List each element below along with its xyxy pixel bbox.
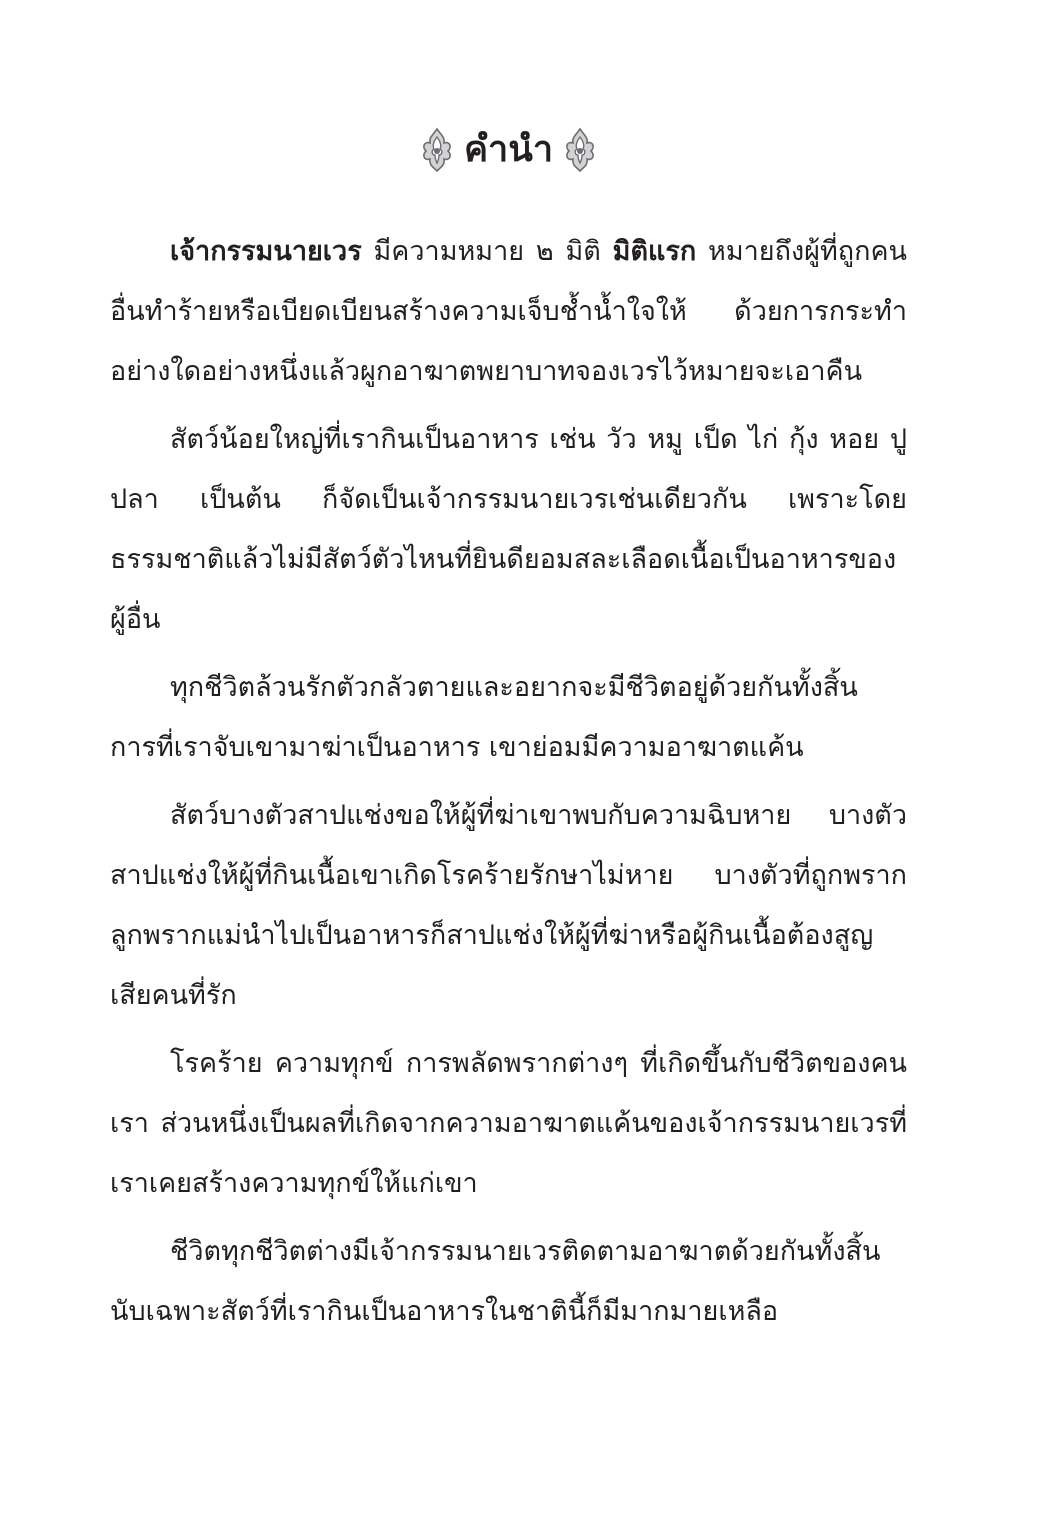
paragraph-6: ชีวิตทุกชีวิตต่างมีเจ้ากรรมนายเวรติดตามอาฆาตด้วยกันทั้งสิ้น นับเฉพาะสัตว์ที่เรากินเป็นอาหารในชาตินี้ก็มีมากมายเหลือ — [110, 1236, 881, 1327]
paragraph-3: ทุกชีวิตล้วนรักตัวกลัวตายและอยากจะมีชีวิตอยู่ด้วยกันทั้งสิ้น การที่เราจับเขามาฆ่าเป็นอาหาร เขาย่อมมีความอาฆาตแค้น — [110, 672, 858, 763]
paragraph-2: สัตว์น้อยใหญ่ที่เรากินเป็นอาหาร เช่น วัว หมู เป็ด ไก่ กุ้ง หอย ปู ปลา เป็นต้น ก็จัดเป็นเจ้ากรรมนายเวรเช่นเดียวกัน เพราะโดยธรรมชาติแล้วไม่มีสัตว์ตัวไหนที่ยินดียอมสละเลือดเนื้อเป็นอาหารของผู้อื่น — [110, 424, 907, 635]
book-page — [110, 0, 907, 1528]
page-title: คำนำ — [463, 129, 554, 170]
thai-kanok-ornament-icon — [563, 127, 597, 173]
preface-body — [110, 222, 907, 1350]
term-bold: เจ้ากรรมนายเวร — [170, 236, 362, 267]
paragraph-4: สัตว์บางตัวสาปแช่งขอให้ผู้ที่ฆ่าเขาพบกับความฉิบหาย บางตัวสาปแช่งให้ผู้ที่กินเนื้อเขาเกิดโรคร้ายรักษาไม่หาย บางตัวที่ถูกพรากลูกพรากแม่นำไปเป็นอาหารก็สาปแช่งให้ผู้ที่ฆ่าหรือผู้กินเนื้อต้องสูญเสียคนที่รัก — [110, 800, 907, 1011]
term-bold: มิติแรก — [612, 236, 697, 267]
chapter-heading — [110, 118, 907, 182]
paragraph-text: หมายถึงผู้ที่ถูกคนอื่นทำร้ายหรือเบียดเบียนสร้างความเจ็บช้ำน้ำใจให้ ด้วยการกระทำอย่างใดอย่างหนึ่งแล้วผูกอาฆาตพยาบาทจองเวรไว้หมายจะเอาคืน — [110, 236, 907, 387]
paragraph-1 — [110, 222, 907, 402]
paragraph-5: โรคร้าย ความทุกข์ การพลัดพรากต่างๆ ที่เกิดขึ้นกับชีวิตของคนเรา ส่วนหนึ่งเป็นผลที่เกิดจากความอาฆาตแค้นของเจ้ากรรมนายเวรที่เราเคยสร้างความทุกข์ให้แก่เขา — [110, 1048, 907, 1199]
thai-kanok-ornament-icon — [420, 127, 454, 173]
paragraph-text: มีความหมาย ๒ มิติ — [361, 236, 613, 267]
